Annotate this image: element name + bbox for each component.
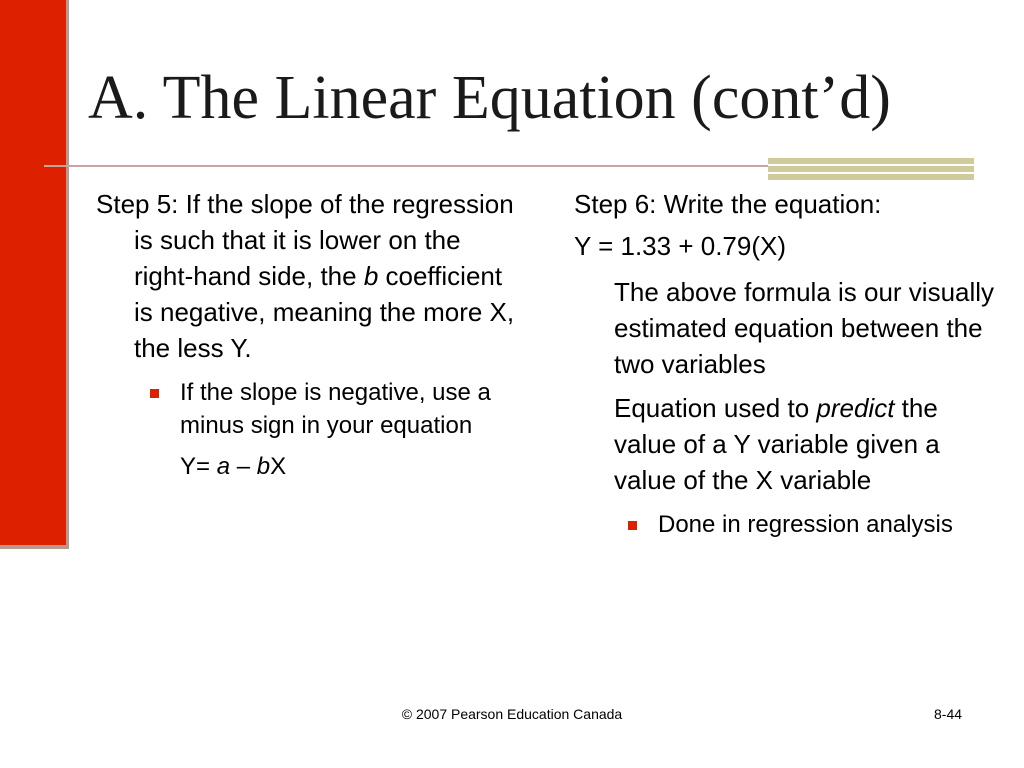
footer-copyright: © 2007 Pearson Education Canada — [401, 706, 623, 722]
prediction-text-start: Equation used to — [614, 393, 817, 423]
formula-b: b — [256, 453, 271, 480]
step5-text-end: coefficient is negative, meaning the more X, the less Y. — [134, 261, 515, 363]
right-bullet-text: Done in regression analysis — [658, 511, 953, 538]
decorative-stripes — [768, 158, 974, 180]
slide-page-number: 8-44 — [934, 706, 963, 722]
right-column — [574, 186, 1004, 541]
predict-italic: predict — [816, 393, 895, 423]
square-bullet-icon — [150, 389, 159, 398]
step5-paragraph — [96, 186, 516, 366]
right-bullet-item — [658, 508, 1004, 541]
left-bullet-item — [180, 376, 516, 442]
formula-a: a — [216, 453, 231, 480]
square-bullet-icon — [628, 521, 637, 530]
left-bullet-text: If the slope is negative, use a minus sign in your equation — [180, 379, 491, 439]
negative-slope-formula — [180, 450, 516, 483]
prediction-text-end: the value of a Y variable given a value of the X variable — [614, 393, 940, 495]
step6-heading: Step 6: Write the equation: — [574, 189, 882, 219]
red-bar-base — [0, 545, 69, 549]
formula-x: X — [270, 453, 287, 480]
red-bar-shadow — [66, 0, 69, 549]
equation-description: The above formula is our visually estimated equation between the two variables — [614, 277, 995, 379]
formula-minus: – — [230, 453, 257, 480]
slide-title: A. The Linear Equation (cont’d) — [88, 64, 891, 132]
title-divider-line — [44, 165, 768, 167]
left-column — [96, 186, 516, 483]
prediction-paragraph — [574, 390, 1004, 498]
red-accent-bar — [0, 0, 66, 547]
step5-text-start: Step 5: If the slope of the regression is such that it is lower on the right-hand side, the — [96, 189, 514, 291]
formula-y: Y= — [180, 453, 217, 480]
step5-b-italic: b — [363, 261, 379, 291]
regression-equation: Y = 1.33 + 0.79(X) — [574, 231, 786, 261]
